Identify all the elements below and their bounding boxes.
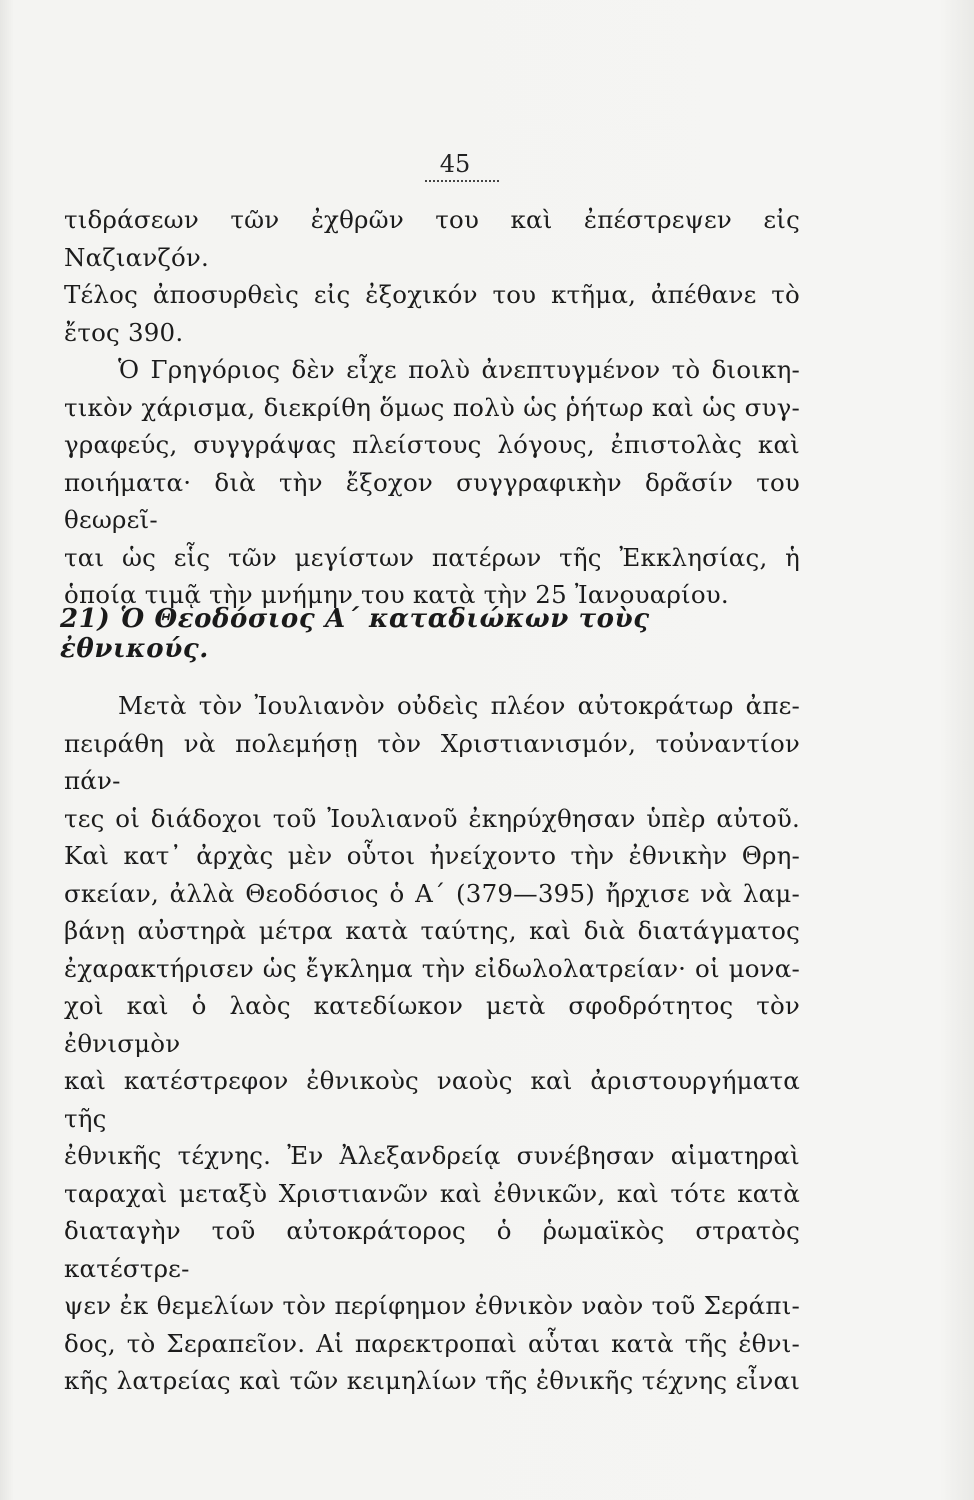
text-line: πειράθη νὰ πολεμήσῃ τὸν Χριστιανισμόν, τοὐναντίον πάν- xyxy=(64,728,800,795)
text-line: ται ὡς εἷς τῶν μεγίστων πατέρων τῆς Ἐκκλησίας, ἡ xyxy=(64,542,800,572)
text-line: βάνῃ αὐστηρὰ μέτρα κατὰ ταύτης, καὶ διὰ διατάγματος xyxy=(64,916,800,945)
text-line: χοὶ καὶ ὁ λαὸς κατεδίωκον μετὰ σφοδρότητος τὸν ἐθνισμὸν xyxy=(64,991,800,1058)
text-line: ἐχαρακτήρισεν ὡς ἔγκλημα τὴν εἰδωλολατρείαν· οἱ μονα- xyxy=(64,953,800,983)
page-number: 45 xyxy=(439,150,471,178)
text-line: ποιήματα· διὰ τὴν ἔξοχον συγγραφικὴν δρᾶσίν του θεωρεῖ- xyxy=(64,467,800,534)
text-line: Καὶ κατ᾽ ἀρχὰς μὲν οὗτοι ἠνείχοντο τὴν ἐθνικὴν Θρη- xyxy=(64,841,800,870)
text-line: τιδράσεων τῶν ἐχθρῶν του καὶ ἐπέστρεψεν εἰς Ναζιανζόν. xyxy=(64,205,800,272)
page-number-rule xyxy=(425,180,499,182)
text-line: Τέλος ἀποσυρθεὶς εἰς ἐξοχικόν του κτῆμα, ἀπέθανε τὸ xyxy=(64,280,800,309)
text-line: γραφεύς, συγγράψας πλείστους λόγους, ἐπιστολὰς καὶ xyxy=(64,430,800,459)
text-line: καὶ κατέστρεφον ἐθνικοὺς ναοὺς καὶ ἀριστουργήματα τῆς xyxy=(64,1066,800,1133)
text-line: ἔτος 390. xyxy=(64,317,184,347)
text-line: τες οἱ διάδοχοι τοῦ Ἰουλιανοῦ ἐκηρύχθησαν ὑπὲρ αὐτοῦ. xyxy=(64,803,800,833)
body-text-bottom xyxy=(64,687,800,1400)
text-line: διαταγὴν τοῦ αὐτοκράτορος ὁ ῥωμαϊκὸς στρατὸς κατέστρε- xyxy=(64,1216,800,1283)
text-line: δος, τὸ Σεραπεῖον. Αἱ παρεκτροπαὶ αὗται κατὰ τῆς ἐθνι- xyxy=(64,1328,800,1358)
text-line: ὁποία τιμᾷ τὴν μνήμην του κατὰ τὴν 25 Ἰανουαρίου. xyxy=(64,580,729,609)
text-line: Ὁ Γρηγόριος δὲν εἶχε πολὺ ἀνεπτυγμένον τὸ διοικη- xyxy=(118,355,800,384)
text-line: Μετὰ τὸν Ἰουλιανὸν οὐδεὶς πλέον αὐτοκράτωρ ἀπε- xyxy=(118,691,800,720)
body-text-top xyxy=(64,201,800,614)
text-line: σκείαν, ἀλλὰ Θεοδόσιος ὁ Α΄ (379—395) ἤρχισε νὰ λαμ- xyxy=(64,878,800,908)
text-line: ψεν ἐκ θεμελίων τὸν περίφημον ἐθνικὸν ναὸν τοῦ Σεράπι- xyxy=(64,1291,800,1320)
text-line: ταραχαὶ μεταξὺ Χριστιανῶν καὶ ἐθνικῶν, καὶ τότε κατὰ xyxy=(64,1178,800,1208)
section-heading: 21) Ὁ Θεοδόσιος Α΄ καταδιώκων τοὺς ἐθνικούς. xyxy=(60,604,650,664)
text-line: κῆς λατρείας καὶ τῶν κειμηλίων τῆς ἐθνικῆς τέχνης εἶναι xyxy=(64,1366,800,1395)
text-line: τικὸν χάρισμα, διεκρίθη ὅμως πολὺ ὡς ῥήτωρ καὶ ὡς συγ- xyxy=(64,392,800,422)
text-line: ἐθνικῆς τέχνης. Ἐν Ἀλεξανδρείᾳ συνέβησαν αἱματηραὶ xyxy=(64,1141,800,1170)
